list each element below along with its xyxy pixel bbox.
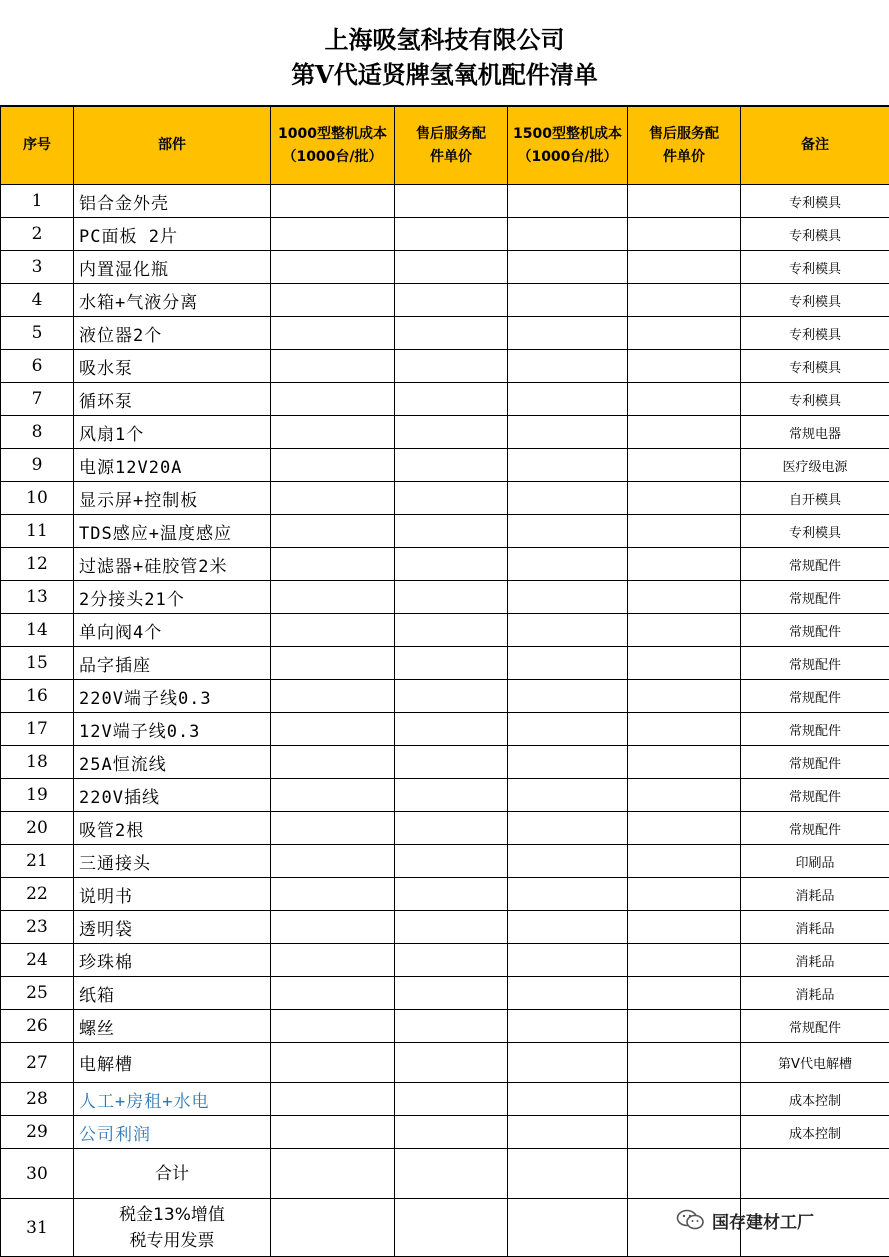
row-number: 2 <box>1 218 74 251</box>
note-cell: 专利模具 <box>741 515 889 548</box>
part-name: 显示屏+控制板 <box>74 482 271 515</box>
service-price-2-cell <box>628 878 741 911</box>
table-row <box>1 515 889 548</box>
service-price-2-cell <box>628 779 741 812</box>
part-name: 人工+房租+水电 <box>74 1083 271 1116</box>
row-number: 29 <box>1 1116 74 1149</box>
cost-1000-cell <box>271 746 395 779</box>
cost-1500-cell <box>508 878 628 911</box>
table-row <box>1 284 889 317</box>
service-price-2-cell <box>628 614 741 647</box>
service-price-1-cell <box>395 1043 508 1083</box>
table-row <box>1 911 889 944</box>
service-price-2-cell <box>628 581 741 614</box>
service-price-1-cell <box>395 812 508 845</box>
part-name: 铝合金外壳 <box>74 185 271 218</box>
service-price-2-cell <box>628 1116 741 1149</box>
row-number: 11 <box>1 515 74 548</box>
service-price-1-cell <box>395 647 508 680</box>
row-number: 20 <box>1 812 74 845</box>
service-price-1-cell <box>395 1116 508 1149</box>
table-row <box>1 581 889 614</box>
table-row <box>1 746 889 779</box>
note-cell: 常规配件 <box>741 548 889 581</box>
service-price-2-cell <box>628 284 741 317</box>
cost-1000-cell <box>271 1010 395 1043</box>
table-row <box>1 977 889 1010</box>
cost-1500-cell <box>508 1149 628 1199</box>
note-cell: 消耗品 <box>741 878 889 911</box>
cost-1500-cell <box>508 1083 628 1116</box>
col-header-no: 序号 <box>1 107 74 185</box>
note-cell: 专利模具 <box>741 350 889 383</box>
table-row <box>1 218 889 251</box>
note-cell: 专利模具 <box>741 383 889 416</box>
part-name: PC面板 2片 <box>74 218 271 251</box>
service-price-2-cell <box>628 713 741 746</box>
cost-1000-cell <box>271 1149 395 1199</box>
note-cell: 常规电器 <box>741 416 889 449</box>
cost-1500-cell <box>508 680 628 713</box>
cost-1500-cell <box>508 1010 628 1043</box>
cost-1000-cell <box>271 878 395 911</box>
part-name: 12V端子线0.3 <box>74 713 271 746</box>
cost-1000-cell <box>271 944 395 977</box>
cost-1000-cell <box>271 680 395 713</box>
parts-table <box>0 106 889 1257</box>
part-name: 2分接头21个 <box>74 581 271 614</box>
cost-1000-cell <box>271 515 395 548</box>
note-cell: 常规配件 <box>741 680 889 713</box>
note-cell: 常规配件 <box>741 581 889 614</box>
service-price-1-cell <box>395 449 508 482</box>
part-name: 纸箱 <box>74 977 271 1010</box>
note-cell: 消耗品 <box>741 944 889 977</box>
row-number: 31 <box>1 1199 74 1257</box>
cost-1500-cell <box>508 812 628 845</box>
cost-1500-cell <box>508 581 628 614</box>
table-row <box>1 680 889 713</box>
row-number: 18 <box>1 746 74 779</box>
service-price-2-cell <box>628 548 741 581</box>
watermark <box>676 1205 814 1235</box>
service-price-2-cell <box>628 449 741 482</box>
note-cell: 消耗品 <box>741 911 889 944</box>
cost-1500-cell <box>508 449 628 482</box>
title-block <box>0 0 889 106</box>
wechat-icon <box>676 1208 706 1232</box>
row-number: 8 <box>1 416 74 449</box>
note-cell: 医疗级电源 <box>741 449 889 482</box>
note-cell: 专利模具 <box>741 284 889 317</box>
service-price-2-cell <box>628 680 741 713</box>
part-name: 税金13%增值税专用发票 <box>74 1199 271 1257</box>
part-name: TDS感应+温度感应 <box>74 515 271 548</box>
table-row <box>1 1116 889 1149</box>
table-row <box>1 1043 889 1083</box>
header-row <box>1 107 889 185</box>
table-row <box>1 614 889 647</box>
service-price-2-cell <box>628 944 741 977</box>
note-cell: 消耗品 <box>741 977 889 1010</box>
col-header-cost-1000: 1000型整机成本（1000台/批） <box>271 107 395 185</box>
service-price-1-cell <box>395 1083 508 1116</box>
row-number: 5 <box>1 317 74 350</box>
cost-1500-cell <box>508 185 628 218</box>
cost-1000-cell <box>271 218 395 251</box>
cost-1000-cell <box>271 317 395 350</box>
cost-1500-cell <box>508 251 628 284</box>
part-name: 品字插座 <box>74 647 271 680</box>
cost-1500-cell <box>508 944 628 977</box>
service-price-2-cell <box>628 977 741 1010</box>
cost-1000-cell <box>271 284 395 317</box>
watermark-text: 国存建材工厂 <box>712 1212 814 1233</box>
part-name: 吸管2根 <box>74 812 271 845</box>
company-title: 上海吸氢科技有限公司 <box>324 25 565 54</box>
row-number: 15 <box>1 647 74 680</box>
col-header-part: 部件 <box>74 107 271 185</box>
table-row <box>1 548 889 581</box>
cost-1000-cell <box>271 977 395 1010</box>
cost-1000-cell <box>271 713 395 746</box>
cost-1500-cell <box>508 1043 628 1083</box>
service-price-2-cell <box>628 185 741 218</box>
part-name: 内置湿化瓶 <box>74 251 271 284</box>
part-name: 说明书 <box>74 878 271 911</box>
cost-1000-cell <box>271 482 395 515</box>
row-number: 1 <box>1 185 74 218</box>
part-name: 合计 <box>74 1149 271 1199</box>
note-cell: 常规配件 <box>741 779 889 812</box>
table-row <box>1 845 889 878</box>
service-price-1-cell <box>395 845 508 878</box>
table-row <box>1 1010 889 1043</box>
note-cell: 第V代电解槽 <box>741 1043 889 1083</box>
cost-1000-cell <box>271 911 395 944</box>
part-name: 三通接头 <box>74 845 271 878</box>
table-body <box>1 185 889 1257</box>
row-number: 12 <box>1 548 74 581</box>
table-row <box>1 713 889 746</box>
service-price-2-cell <box>628 746 741 779</box>
service-price-2-cell <box>628 251 741 284</box>
row-number: 24 <box>1 944 74 977</box>
cost-1000-cell <box>271 614 395 647</box>
cost-1500-cell <box>508 647 628 680</box>
cost-1500-cell <box>508 713 628 746</box>
part-name: 公司利润 <box>74 1116 271 1149</box>
row-number: 22 <box>1 878 74 911</box>
part-name: 220V插线 <box>74 779 271 812</box>
cost-1000-cell <box>271 350 395 383</box>
table-row <box>1 482 889 515</box>
note-cell: 成本控制 <box>741 1083 889 1116</box>
part-name: 液位器2个 <box>74 317 271 350</box>
table-row <box>1 779 889 812</box>
row-number: 19 <box>1 779 74 812</box>
cost-1000-cell <box>271 581 395 614</box>
service-price-1-cell <box>395 1199 508 1257</box>
row-number: 30 <box>1 1149 74 1199</box>
row-number: 9 <box>1 449 74 482</box>
note-cell: 成本控制 <box>741 1116 889 1149</box>
table-row <box>1 350 889 383</box>
row-number: 6 <box>1 350 74 383</box>
service-price-2-cell <box>628 317 741 350</box>
row-number: 23 <box>1 911 74 944</box>
service-price-1-cell <box>395 416 508 449</box>
service-price-1-cell <box>395 944 508 977</box>
service-price-1-cell <box>395 482 508 515</box>
cost-1000-cell <box>271 251 395 284</box>
service-price-2-cell <box>628 218 741 251</box>
note-cell: 印刷品 <box>741 845 889 878</box>
cost-1500-cell <box>508 383 628 416</box>
note-cell: 常规配件 <box>741 812 889 845</box>
table-row <box>1 383 889 416</box>
service-price-2-cell <box>628 845 741 878</box>
service-price-1-cell <box>395 383 508 416</box>
service-price-1-cell <box>395 878 508 911</box>
part-name: 吸水泵 <box>74 350 271 383</box>
cost-1500-cell <box>508 317 628 350</box>
cost-1000-cell <box>271 548 395 581</box>
row-number: 10 <box>1 482 74 515</box>
service-price-2-cell <box>628 515 741 548</box>
col-header-service-price-1: 售后服务配件单价 <box>395 107 508 185</box>
service-price-1-cell <box>395 515 508 548</box>
cost-1500-cell <box>508 218 628 251</box>
part-name: 电解槽 <box>74 1043 271 1083</box>
row-number: 25 <box>1 977 74 1010</box>
service-price-1-cell <box>395 1149 508 1199</box>
part-name: 220V端子线0.3 <box>74 680 271 713</box>
col-header-note: 备注 <box>741 107 889 185</box>
table-row <box>1 1083 889 1116</box>
part-name: 水箱+气液分离 <box>74 284 271 317</box>
note-cell: 专利模具 <box>741 317 889 350</box>
service-price-1-cell <box>395 350 508 383</box>
cost-1000-cell <box>271 812 395 845</box>
row-number: 17 <box>1 713 74 746</box>
cost-1500-cell <box>508 482 628 515</box>
table-row <box>1 878 889 911</box>
note-cell: 专利模具 <box>741 251 889 284</box>
cost-1000-cell <box>271 1083 395 1116</box>
row-number: 21 <box>1 845 74 878</box>
service-price-1-cell <box>395 911 508 944</box>
cost-1500-cell <box>508 746 628 779</box>
part-name: 电源12V20A <box>74 449 271 482</box>
cost-1000-cell <box>271 1199 395 1257</box>
table-row <box>1 647 889 680</box>
service-price-2-cell <box>628 482 741 515</box>
table-row <box>1 317 889 350</box>
cost-1500-cell <box>508 845 628 878</box>
service-price-1-cell <box>395 548 508 581</box>
row-number: 4 <box>1 284 74 317</box>
service-price-2-cell <box>628 1010 741 1043</box>
service-price-2-cell <box>628 1043 741 1083</box>
service-price-1-cell <box>395 317 508 350</box>
row-number: 14 <box>1 614 74 647</box>
cost-1500-cell <box>508 284 628 317</box>
service-price-1-cell <box>395 185 508 218</box>
service-price-2-cell <box>628 350 741 383</box>
table-row <box>1 416 889 449</box>
part-name: 风扇1个 <box>74 416 271 449</box>
part-name: 珍珠棉 <box>74 944 271 977</box>
note-cell: 常规配件 <box>741 647 889 680</box>
note-cell: 常规配件 <box>741 746 889 779</box>
cost-1500-cell <box>508 1199 628 1257</box>
row-number: 28 <box>1 1083 74 1116</box>
note-cell: 自开模具 <box>741 482 889 515</box>
table-row <box>1 812 889 845</box>
row-number: 27 <box>1 1043 74 1083</box>
service-price-1-cell <box>395 218 508 251</box>
part-name: 单向阀4个 <box>74 614 271 647</box>
part-name: 螺丝 <box>74 1010 271 1043</box>
note-cell: 常规配件 <box>741 1010 889 1043</box>
cost-1000-cell <box>271 845 395 878</box>
service-price-2-cell <box>628 647 741 680</box>
row-number: 26 <box>1 1010 74 1043</box>
cost-1000-cell <box>271 779 395 812</box>
service-price-1-cell <box>395 977 508 1010</box>
cost-1500-cell <box>508 779 628 812</box>
service-price-1-cell <box>395 746 508 779</box>
table-row <box>1 449 889 482</box>
service-price-2-cell <box>628 1083 741 1116</box>
note-cell: 常规配件 <box>741 713 889 746</box>
service-price-2-cell <box>628 416 741 449</box>
cost-1500-cell <box>508 977 628 1010</box>
service-price-1-cell <box>395 713 508 746</box>
service-price-1-cell <box>395 614 508 647</box>
service-price-2-cell <box>628 1149 741 1199</box>
service-price-1-cell <box>395 581 508 614</box>
note-cell: 常规配件 <box>741 614 889 647</box>
table-row <box>1 1149 889 1199</box>
part-name: 过滤器+硅胶管2米 <box>74 548 271 581</box>
cost-1500-cell <box>508 1116 628 1149</box>
note-cell <box>741 1149 889 1199</box>
cost-1000-cell <box>271 647 395 680</box>
row-number: 16 <box>1 680 74 713</box>
cost-1000-cell <box>271 416 395 449</box>
note-cell: 专利模具 <box>741 185 889 218</box>
table-row <box>1 944 889 977</box>
part-name: 透明袋 <box>74 911 271 944</box>
cost-1000-cell <box>271 383 395 416</box>
cost-1000-cell <box>271 1116 395 1149</box>
cost-1500-cell <box>508 614 628 647</box>
list-title: 第V代适贤牌氢氧机配件清单 <box>291 60 598 89</box>
service-price-2-cell <box>628 812 741 845</box>
part-name: 循环泵 <box>74 383 271 416</box>
service-price-1-cell <box>395 284 508 317</box>
note-cell: 专利模具 <box>741 218 889 251</box>
service-price-1-cell <box>395 779 508 812</box>
service-price-1-cell <box>395 251 508 284</box>
col-header-service-price-2: 售后服务配件单价 <box>628 107 741 185</box>
cost-1000-cell <box>271 449 395 482</box>
cost-1500-cell <box>508 350 628 383</box>
service-price-2-cell <box>628 911 741 944</box>
service-price-2-cell <box>628 383 741 416</box>
row-number: 7 <box>1 383 74 416</box>
row-number: 13 <box>1 581 74 614</box>
cost-1500-cell <box>508 515 628 548</box>
service-price-1-cell <box>395 680 508 713</box>
cost-1500-cell <box>508 416 628 449</box>
cost-1000-cell <box>271 185 395 218</box>
row-number: 3 <box>1 251 74 284</box>
col-header-cost-1500: 1500型整机成本（1000台/批） <box>508 107 628 185</box>
table-row <box>1 251 889 284</box>
service-price-1-cell <box>395 1010 508 1043</box>
cost-1500-cell <box>508 911 628 944</box>
cost-1000-cell <box>271 1043 395 1083</box>
cost-1500-cell <box>508 548 628 581</box>
part-name: 25A恒流线 <box>74 746 271 779</box>
table-row <box>1 185 889 218</box>
